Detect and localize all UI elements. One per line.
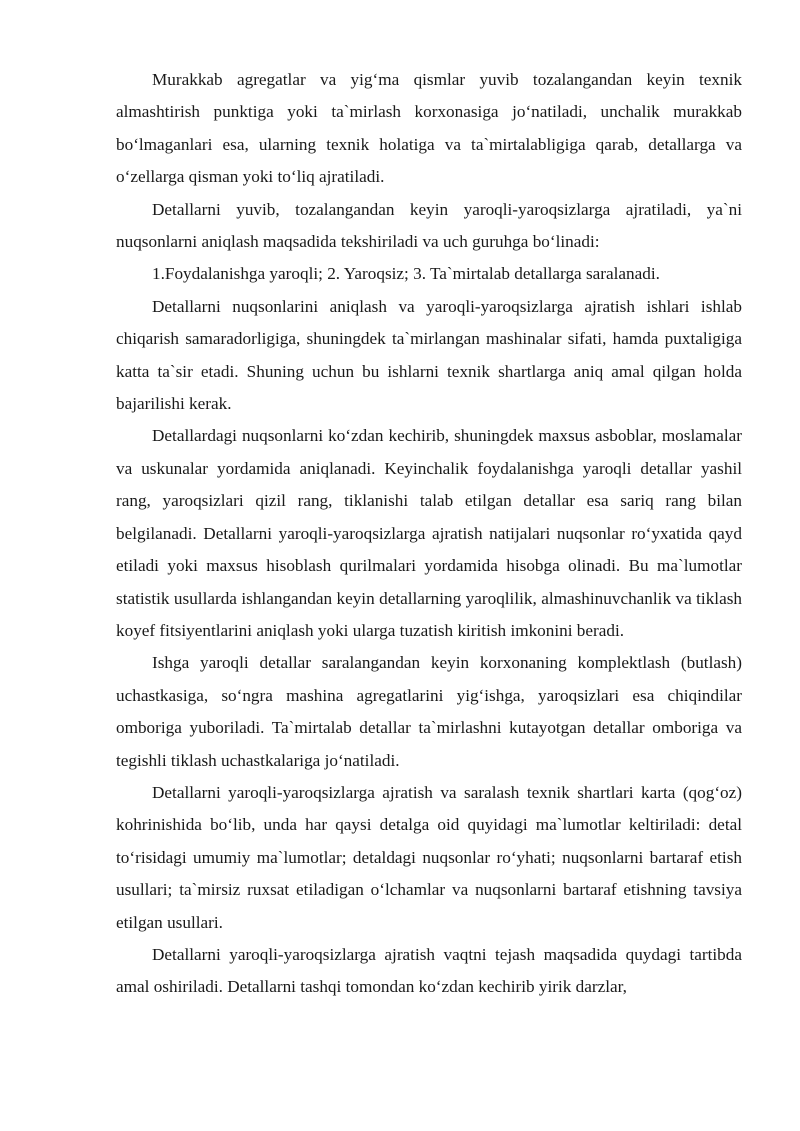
paragraph-assembly-disassembly: Murakkab agregatlar va yig‘ma qismlar yuvib tozalangandan keyin texnik almashtirish punktiga yoki ta`mirlash korxonasiga jo‘natiladi, unchalik murakkab bo‘lmaganlari esa, ularning texnik holatiga va ta`mirtalabligiga qarab, detallarga va o‘zellarga qisman yoki to‘liq ajratiladi.: [116, 70, 742, 187]
paragraph-sorting-intro: Detallarni yuvib, tozalangandan keyin yaroqli-yaroqsizlarga ajratiladi, ya`ni nuqsonlarni aniqlash maqsadida tekshiriladi va uch guruhga bo‘linadi:: [116, 199, 742, 252]
paragraph-sorting-groups: 1.Foydalanishga yaroqli; 2. Yaroqsiz; 3. Ta`mirtalab detallarga saralanadi.: [152, 264, 660, 284]
paragraph-sorting-order: Detallarni yaroqli-yaroqsizlarga ajratish vaqtni tejash maqsadida quydagi tartibda amal oshiriladi. Detallarni tashqi tomondan ko‘zdan kechirib yirik darzlar,: [116, 944, 742, 997]
paragraph-after-sorting: Ishga yaroqli detallar saralangandan keyin korxonaning komplektlash (butlash) uchastkasiga, so‘ngra mashina agregatlarini yig‘ishga, yaroqsizlari esa chiqindilar omboriga yuboriladi. Ta`mirtalab detallar ta`mirlashni kutayotgan detallar omboriga va tegishli tiklash uchastkalariga jo‘natiladi.: [116, 653, 742, 770]
document-page: [116, 64, 742, 1004]
paragraph-technical-conditions: Detallarni yaroqli-yaroqsizlarga ajratish va saralash texnik shartlari karta (qog‘oz) kohrinishida bo‘lib, unda har qaysi detalga oid quyidagi ma`lumotlar keltiriladi: detal to‘risidagi umumiy ma`lumotlar; detaldagi nuqsonlar ro‘yhati; nuqsonlarni bartaraf etish usullari; ta`mirsiz ruxsat etiladigan o‘lchamlar va nuqsonlarni bartaraf etishning tavsiya etilgan usullari.: [116, 782, 742, 932]
paragraph-defect-importance: Detallarni nuqsonlarini aniqlash va yaroqli-yaroqsizlarga ajratish ishlari ishlab chiqarish samaradorligiga, shuningdek ta`mirlangan mashinalar sifati, hamda puxtaligiga katta ta`sir etadi. Shuning uchun bu ishlarni texnik shartlarga aniq amal qilgan holda bajarilishi kerak.: [116, 296, 742, 414]
paragraph-defect-detection: Detallardagi nuqsonlarni ko‘zdan kechirib, shuningdek maxsus asboblar, moslamalar va uskunalar yordamida aniqlanadi. Keyinchalik foydalanishga yaroqli detallar yashil rang, yaroqsizlari qizil rang, tiklanishi talab etilgan detallar esa sariq rang bilan belgilanadi. Detallarni yaroqli-yaroqsizlarga ajratish natijalari nuqsonlar ro‘yxatida qayd etiladi yoki maxsus hisoblash qurilmalari yordamida hisobga olinadi. Bu ma`lumotlar statistik usullarda ishlangandan keyin detallarning yaroqlilik, almashinuvchanlik va tiklash koyef fitsiyentlarini aniqlash yoki ularga tuzatish kiritish imkonini beradi.: [116, 426, 742, 640]
